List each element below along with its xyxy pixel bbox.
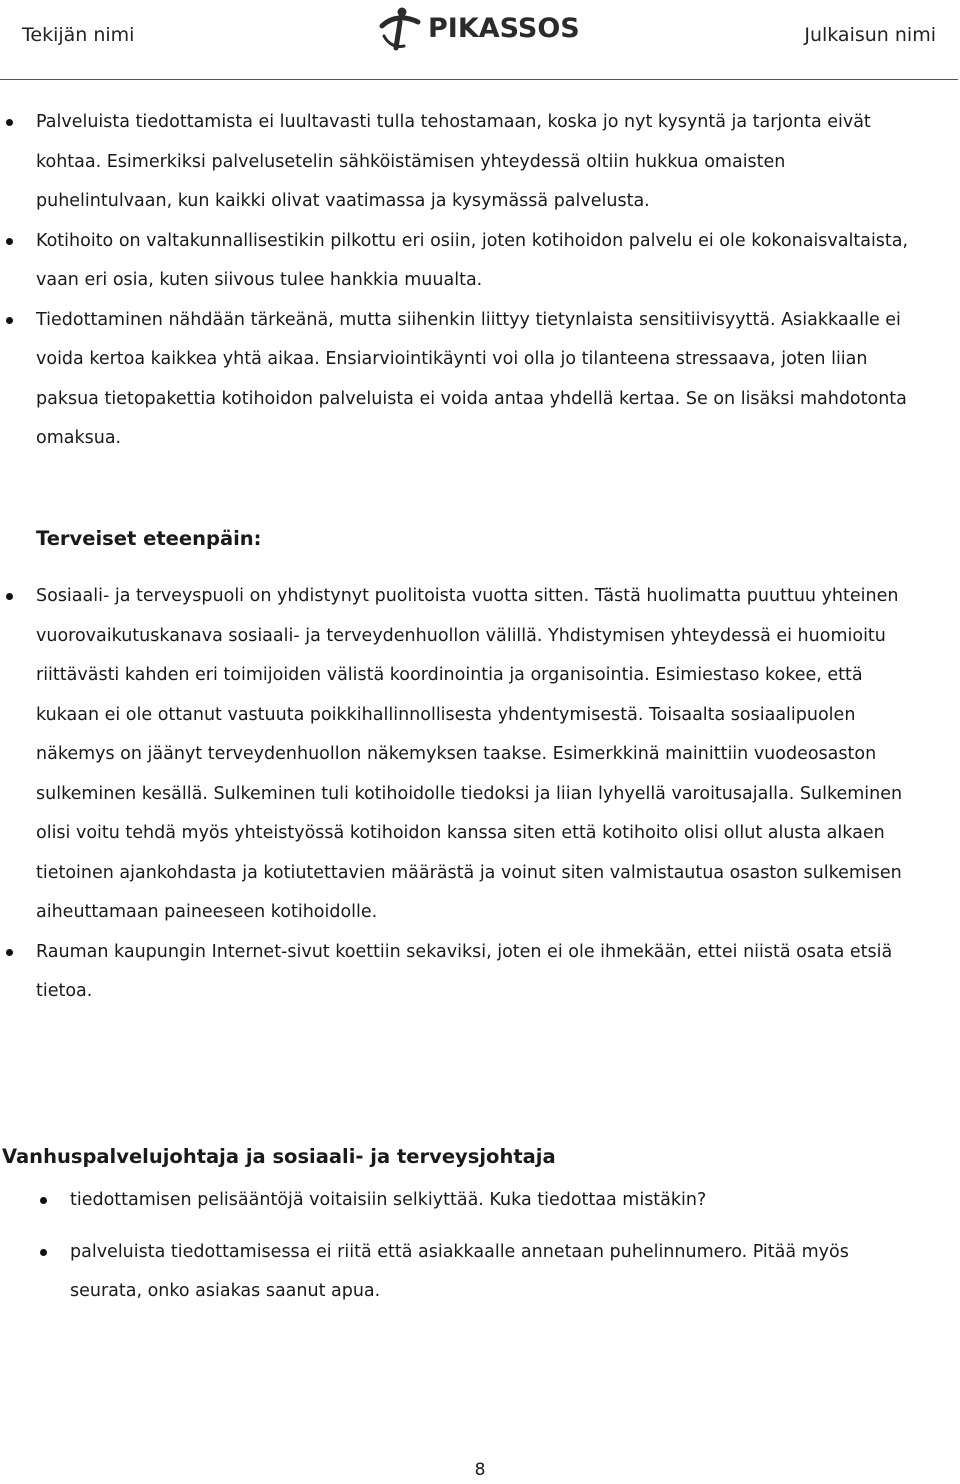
publication-name: Julkaisun nimi	[804, 24, 936, 46]
list-item	[36, 222, 916, 301]
list-item-text: tiedottamisen pelisääntöjä voitaisiin selkiyttää. Kuka tiedottaa mistäkin?	[70, 1190, 707, 1210]
bullet-icon	[6, 238, 13, 245]
list-item	[36, 301, 916, 459]
section2-heading: Terveiset eteenpäin:	[36, 527, 262, 550]
list-item-text: Tiedottaminen nähdään tärkeänä, mutta siihenkin liittyy tietynlaista sensitiivisyyttä. Asiakkaalle ei voida kertoa kaikkea yhtä aikaa. Ensiarviointikäynti voi olla jo tilanteena stressaava, joten liian paksua tietopakettia kotihoidon palveluista ei voida antaa yhdellä kertaa. Se on lisäksi mahdotonta omaksua.	[36, 309, 907, 448]
bullet-icon	[6, 593, 13, 600]
section1-list	[36, 103, 916, 459]
bullet-icon	[40, 1249, 47, 1256]
list-item-text: Kotihoito on valtakunnallisestikin pilkottu eri osiin, joten kotihoidon palvelu ei ole kokonaisvaltaista, vaan eri osia, kuten siivous tulee hankkia muualta.	[36, 230, 909, 290]
list-item-text: palveluista tiedottamisessa ei riitä että asiakkaalle annetaan puhelinnumero. Pitää myös seurata, onko asiakas saanut apua.	[70, 1241, 849, 1301]
list-item	[36, 933, 916, 1012]
list-item-text: Sosiaali- ja terveyspuoli on yhdistynyt puolitoista vuotta sitten. Tästä huolimatta puuttuu yhteinen vuorovaikutuskanava sosiaali- ja terveydenhuollon välillä. Yhdistymisen yhteydessä ei huomioitu riittävästi kahden eri toimijoiden välistä koordinointia ja organisointia. Esimiestaso kokee, että kukaan ei ole ottanut vastuuta poikkihallinnollisesta yhdentymisestä. Toisaalta sosiaalipuolen näkemys on jäänyt terveydenhuollon näkemyksen taakse. Esimerkkinä mainittiin vuodeosaston sulkeminen kesällä. Sulkeminen tuli kotihoidolle tiedoksi ja liian lyhyellä varoitusajalla. Sulkeminen olisi voitu tehdä myös yhteistyössä kotihoidon kanssa siten että kotihoito olisi ollut alusta alkaen tietoinen ajankohdasta ja kotiutettavien määrästä ja voinut siten valmistautua osaston sulkemisen aiheuttamaan paineeseen kotihoidolle.	[36, 586, 903, 922]
brand-name: PIKASSOS	[428, 12, 580, 44]
bullet-icon	[6, 949, 13, 956]
section2-list	[36, 577, 916, 1012]
list-item	[36, 577, 916, 933]
author-name: Tekijän nimi	[22, 24, 135, 46]
list-item-text: Rauman kaupungin Internet-sivut koettiin sekaviksi, joten ei ole ihmekään, ettei niistä osata etsiä tietoa.	[36, 941, 893, 1001]
list-item	[36, 103, 916, 222]
pikassos-logo	[376, 4, 580, 52]
list-item	[70, 1181, 920, 1221]
header-divider	[0, 79, 958, 80]
page-header	[0, 0, 960, 80]
list-item-text: Palveluista tiedottamista ei luultavasti tulla tehostamaan, koska jo nyt kysyntä ja tarjonta eivät kohtaa. Esimerkiksi palvelusetelin sähköistämisen yhteydessä oltiin hukkua omaisten puhelintulvaan, kun kaikki olivat vaatimassa ja kysymässä palvelusta.	[36, 112, 871, 211]
section3-heading: Vanhuspalvelujohtaja ja sosiaali- ja terveysjohtaja	[2, 1145, 556, 1168]
bullet-icon	[6, 317, 13, 324]
page-number: 8	[474, 1460, 486, 1480]
bullet-icon	[40, 1197, 47, 1204]
bullet-icon	[6, 119, 13, 126]
pikassos-logo-icon	[376, 4, 424, 52]
list-item	[70, 1233, 920, 1312]
section3-list	[70, 1181, 920, 1312]
